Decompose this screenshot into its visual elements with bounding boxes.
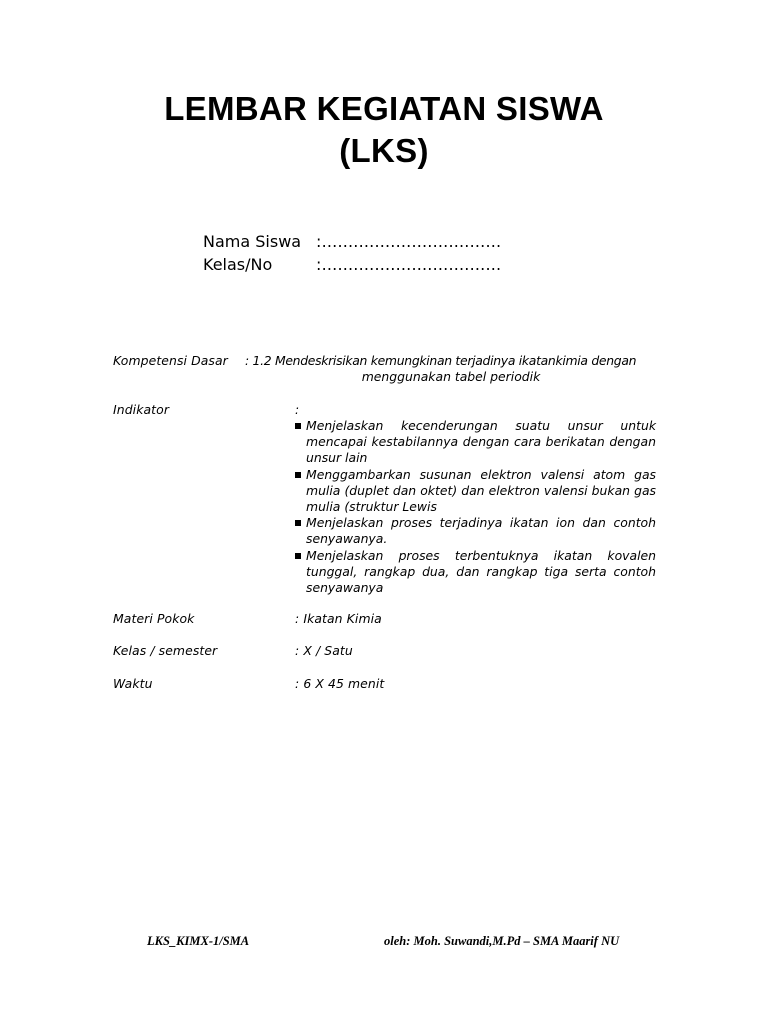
kompetensi-value-line-2: menggunakan tabel periodik xyxy=(361,369,541,385)
indikator-item-text: Menggambarkan susunan elektron valensi atom gas mulia (duplet dan oktet) dan elektron valensi bukan gas mulia (struktur Lewis xyxy=(306,466,656,515)
document-title xyxy=(0,88,768,172)
indikator-item-text: Menjelaskan kecenderungan suatu unsur untuk mencapai kestabilannya dengan cara berikatan dengan unsur lain xyxy=(306,418,656,466)
list-item xyxy=(295,418,656,467)
waktu-label: Waktu xyxy=(113,676,153,691)
bullet-icon xyxy=(295,423,301,429)
indikator-label: Indikator xyxy=(113,402,170,417)
kelas-semester-label: Kelas / semester xyxy=(113,643,218,658)
student-name-label: Nama Siswa xyxy=(203,232,302,251)
bullet-icon xyxy=(295,553,301,559)
student-class-field: :.................................. xyxy=(316,255,502,274)
student-name-row xyxy=(203,230,501,253)
list-item xyxy=(295,515,656,547)
indikator-item-text: Menjelaskan proses terjadinya ikatan ion dan contoh senyawanya. xyxy=(306,515,656,547)
bullet-icon xyxy=(295,520,301,526)
footer-code: LKS_KIMX-1/SMA xyxy=(147,934,250,948)
list-item xyxy=(295,548,656,597)
kompetensi-value xyxy=(245,353,657,385)
list-item xyxy=(295,467,656,516)
bullet-icon xyxy=(295,472,301,478)
kompetensi-label: Kompetensi Dasar xyxy=(113,353,228,368)
waktu-value: : 6 X 45 menit xyxy=(295,676,385,691)
kompetensi-value-line-1: : 1.2 Mendeskrisikan kemungkinan terjadinya ikatankimia dengan xyxy=(245,353,637,368)
title-line-2: (LKS) xyxy=(339,132,429,169)
student-name-field: :.................................. xyxy=(316,232,502,251)
footer-author: oleh: Moh. Suwandi,M.Pd – SMA Maarif NU xyxy=(384,934,620,948)
title-line-1: LEMBAR KEGIATAN SISWA xyxy=(164,90,604,127)
indikator-item-text: Menjelaskan proses terbentuknya ikatan kovalen tunggal, rangkap dua, dan rangkap tiga serta contoh senyawanya xyxy=(306,547,656,596)
materi-value: : Ikatan Kimia xyxy=(295,611,382,626)
student-info xyxy=(203,230,501,276)
student-class-label: Kelas/No xyxy=(203,255,273,274)
indikator-list xyxy=(295,418,656,596)
student-class-row xyxy=(203,253,501,276)
kelas-semester-value: : X / Satu xyxy=(295,643,353,658)
materi-label: Materi Pokok xyxy=(113,611,195,626)
indikator-colon: : xyxy=(295,402,300,417)
